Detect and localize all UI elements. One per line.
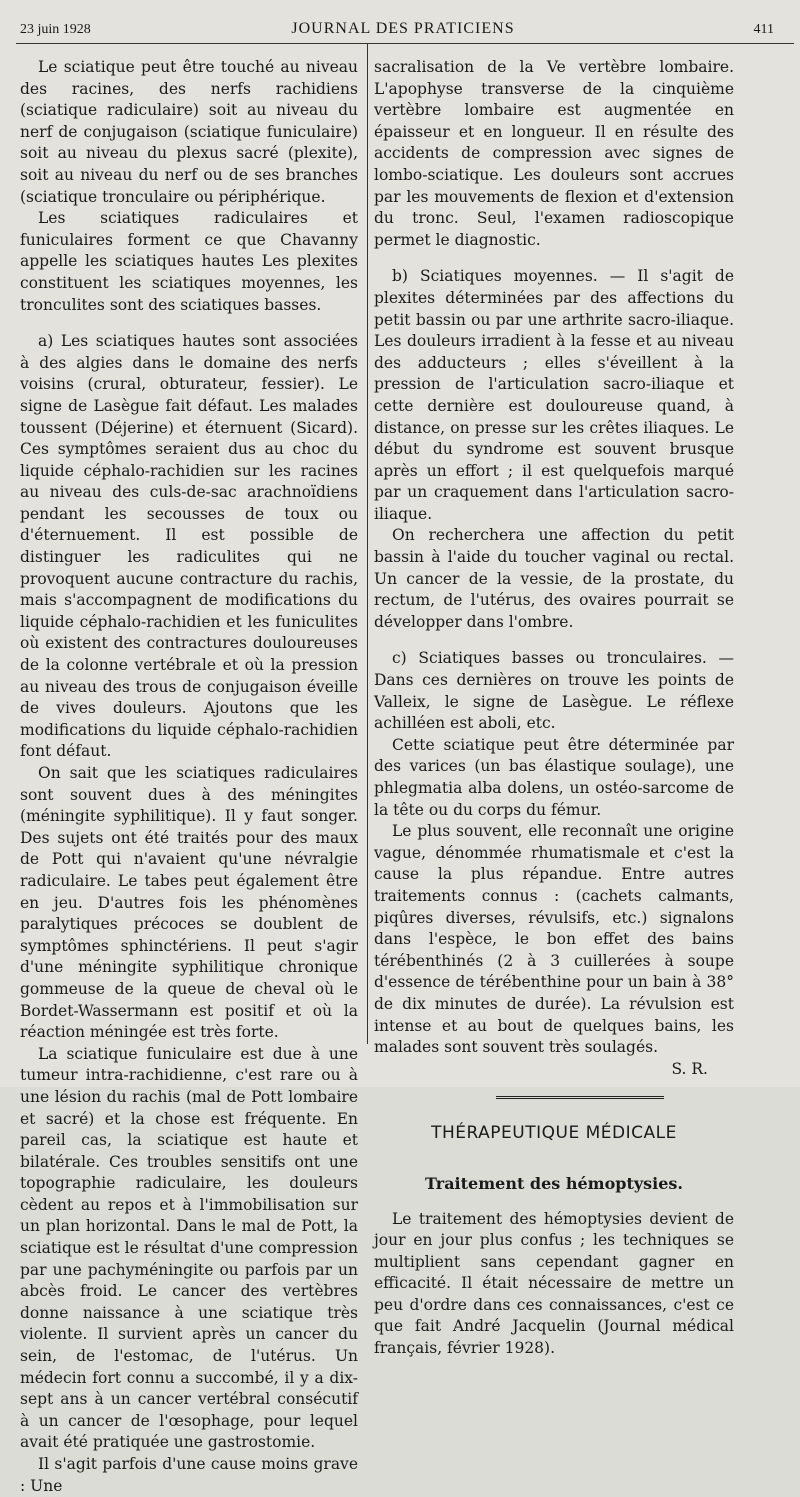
page-number: 411 bbox=[753, 22, 774, 37]
paragraph: On sait que les sciatiques radiculaires sont souvent dues à des méningites (méningite syphilitique). Il y faut songer. Des sujets ont été traités pour des maux de Pott qui n'avaient qu'une névralgie radiculaire. Le tabes peut également être en jeu. D'autres fois les phénomènes paralytiques précoces se doublent de symptômes sphinctériens. Il peut s'agir d'une méningite syphilitique chronique gommeuse de la queue de cheval où le Bordet-Wassermann est positif et où la réaction méningée est très forte. bbox=[20, 764, 358, 1042]
header-date: 23 juin 1928 bbox=[20, 22, 91, 37]
section-separator bbox=[496, 1096, 664, 1099]
section-title: THÉRAPEUTIQUE MÉDICALE bbox=[431, 1123, 677, 1144]
paragraph: On recherchera une affection du petit bassin à l'aide du toucher vaginal ou rectal. Un cancer de la vessie, de la prostate, du rectum, de l'utérus, des ovaires pourrait se développer dans l'ombre. bbox=[374, 526, 734, 631]
paragraph-sciatiques-moyennes: b) Sciatiques moyennes. — Il s'agit de plexites déterminées par des affections du petit bassin ou par une arthrite sacro-iliaque. Les douleurs irradient à la fesse et au niveau des adducteurs ; elles s'éveillent à la pression de l'articulation sacro-iliaque et cette dernière est douloureuse quand, à distance, on presse sur les crêtes iliaques. Le début du syndrome est souvent brusque après un effort ; il est quelquefois marqué par un craquement dans l'articulation sacro-iliaque. bbox=[374, 267, 734, 523]
left-column bbox=[20, 57, 358, 1497]
article-title: Traitement des hémoptysies. bbox=[425, 1173, 683, 1193]
paragraph: Il s'agit parfois d'une cause moins grave : Une bbox=[20, 1455, 358, 1495]
paragraph: Le plus souvent, elle reconnaît une origine vague, dénommée rhumatismale et c'est la cause la plus répandue. Entre autres traitements connus : (cachets calmants, piqûres diverses, révulsifs, etc.) signalons dans l'espèce, le bon effet des bains térébenthinés (2 à 3 cuillerées à soupe d'essence de térébenthine pour un bain à 38° de dix minutes de durée). La révulsion est intense et au bout de quelques bains, les malades sont souvent très soulagés. bbox=[374, 822, 734, 1057]
journal-title: JOURNAL DES PRATICIENS bbox=[291, 20, 515, 37]
paragraph: Le sciatique peut être touché au niveau des racines, des nerfs rachidiens (sciatique radiculaire) soit au niveau du nerf de conjugaison (sciatique funiculaire) soit au niveau du plexus sacré (plexite), soit au niveau du nerf ou de ses branches (sciatique tronculaire ou périphérique. bbox=[20, 58, 358, 206]
author-signature: S. R. bbox=[671, 1059, 708, 1078]
paragraph: Le traitement des hémoptysies devient de jour en jour plus confus ; les techniques se multiplient sans cependant gagner en efficacité. Il était nécessaire de mettre un peu d'ordre dans ces connaissances, c'est ce que fait André Jacquelin (Journal médical français, février 1928). bbox=[374, 1209, 734, 1358]
paragraph-continued: sacralisation de la Ve vertèbre lombaire. L'apophyse transverse de la cinquième vertèbre lombaire est augmentée en épaisseur et en longueur. Il en résulte des accidents de compression avec signes de lombo-sciatique. Les douleurs sont accrues par les mouvements de flexion et d'extension du tronc. Seul, l'examen radioscopique permet le diagnostic. bbox=[374, 58, 734, 249]
paragraph: Cette sciatique peut être déterminée par des varices (un bas élastique soulage), une phlegmatia alba dolens, un ostéo-sarcome de la tête ou du corps du fémur. bbox=[374, 735, 734, 819]
paragraph: Les sciatiques radiculaires et funiculaires forment ce que Chavanny appelle les sciatiques hautes Les plexites constituent les sciatiques moyennes, les tronculites sont des sciatiques basses. bbox=[20, 209, 358, 314]
paragraph-sciatiques-basses: c) Sciatiques basses ou tronculaires. — Dans ces dernières on trouve les points de Valleix, le signe de Lasègue. Le réflexe achilléen est aboli, etc. bbox=[374, 649, 734, 733]
column-divider bbox=[367, 44, 368, 1044]
page-header bbox=[20, 18, 786, 40]
paragraph-sciatiques-hautes: a) Les sciatiques hautes sont associées à des algies dans le domaine des nerfs voisins (crural, obturateur, fessier). Le signe de Lasègue fait défaut. Les malades toussent (Déjerine) et éternuent (Sicard). Ces symptômes seraient dus au choc du liquide céphalo-rachidien sur les racines au niveau des culs-de-sac arachnoïdiens pendant les secousses de toux ou d'éternuement. Il est possible de distinguer les radiculites qui ne provoquent aucune contracture du rachis, mais s'accompagnent de modifications du liquide céphalo-rachidien et les funiculites où existent des contractures douloureuses de la colonne vertébrale et où la pression au niveau des trous de conjugaison éveille de vives douleurs. Ajoutons que les modifications du liquide céphalo-rachidien font défaut. bbox=[20, 332, 358, 761]
header-rule bbox=[16, 43, 794, 44]
paragraph-sciatique-funiculaire: La sciatique funiculaire est due à une tumeur intra-rachidienne, c'est rare ou à une lésion du rachis (mal de Pott lombaire et sacré) et la chose est fréquente. En pareil cas, la sciatique est haute et bilatérale. Ces troubles sensitifs ont une topographie radiculaire, les douleurs cèdent au repos et à l'immobilisation sur un plan horizontal. Dans le mal de Pott, la sciatique est le résultat d'une compression par une pachyméningite ou parfois par un abcès froid. Le cancer des vertèbres donne naissance à une sciatique très violente. Il survient après un cancer du sein, de l'estomac, de l'utérus. Un médecin fort connu a succombé, il y a dix-sept ans à un cancer vertébral consécutif à un cancer de l'œsophage, pour lequel avait été pratiquée une gastrostomie. bbox=[20, 1044, 358, 1452]
right-column bbox=[374, 57, 734, 1360]
